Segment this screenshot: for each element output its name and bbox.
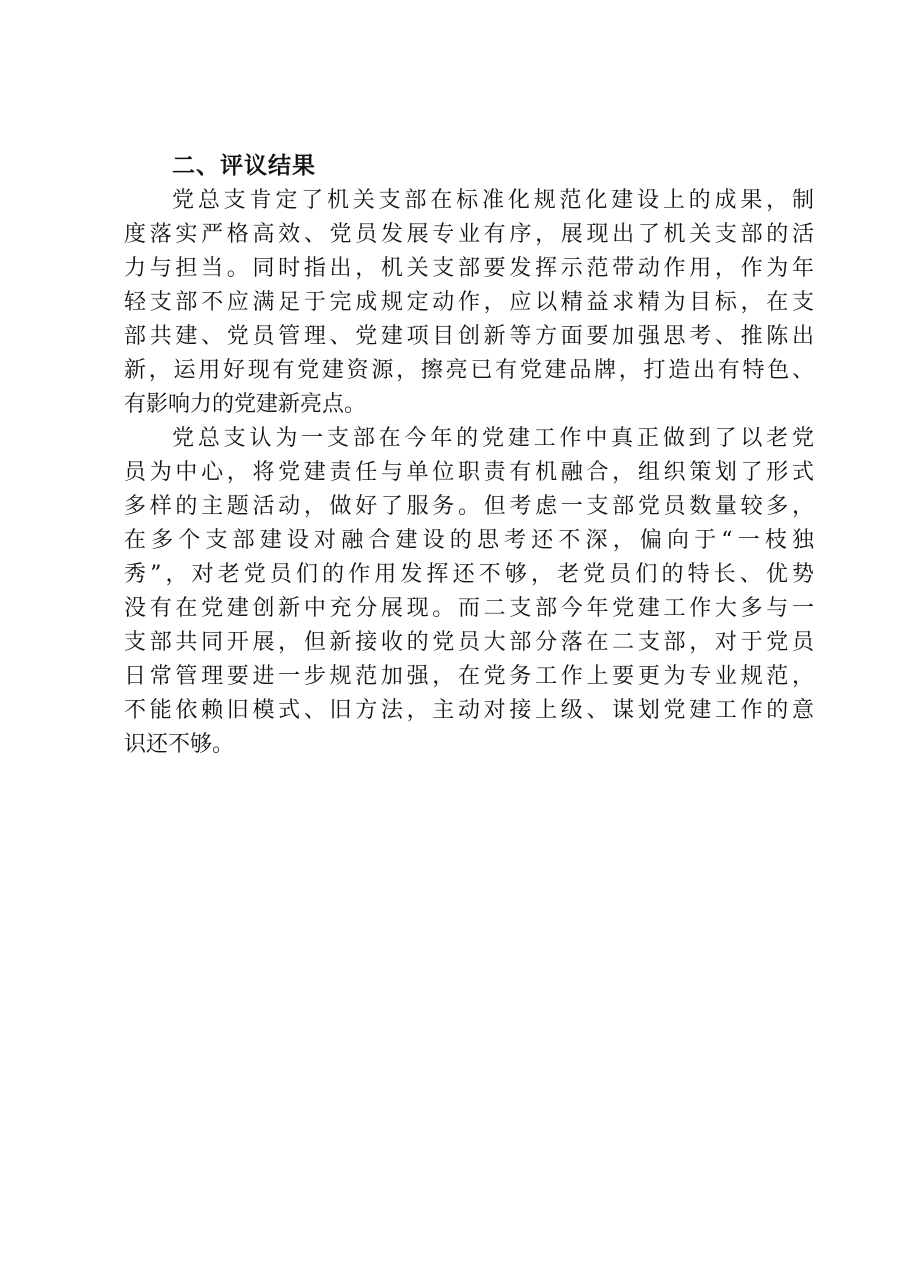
paragraph-line: 没有在党建创新中充分展现。而二支部今年党建工作大多与一 (124, 596, 814, 621)
paragraph-1 (124, 184, 814, 422)
paragraph-line: 新，运用好现有党建资源，擦亮已有党建品牌，打造出有特色、 (124, 358, 814, 383)
paragraph-line: 识还不够。 (124, 732, 235, 757)
paragraph-line: 支部共同开展，但新接收的党员大部分落在二支部，对于党员 (124, 630, 814, 655)
paragraph-line: 在多个支部建设对融合建设的思考还不深，偏向于“一枝独 (124, 528, 814, 553)
paragraph-line: 部共建、党员管理、党建项目创新等方面要加强思考、推陈出 (124, 324, 814, 349)
paragraph-line: 不能依赖旧模式、旧方法，主动对接上级、谋划党建工作的意 (124, 698, 814, 723)
paragraph-line: 有影响力的党建新亮点。 (124, 392, 367, 417)
paragraph-2 (124, 422, 814, 762)
paragraph-line: 力与担当。同时指出，机关支部要发挥示范带动作用，作为年 (124, 256, 814, 281)
paragraph-line: 党总支认为一支部在今年的党建工作中真正做到了以老党 (172, 426, 814, 451)
paragraph-line: 日常管理要进一步规范加强，在党务工作上要更为专业规范， (124, 664, 814, 689)
paragraph-line: 多样的主题活动，做好了服务。但考虑一支部党员数量较多， (124, 494, 814, 519)
paragraph-line: 秀”，对老党员们的作用发挥还不够，老党员们的特长、优势 (124, 562, 814, 587)
paragraph-line: 员为中心，将党建责任与单位职责有机融合，组织策划了形式 (124, 460, 814, 485)
paragraph-line: 党总支肯定了机关支部在标准化规范化建设上的成果，制 (172, 188, 814, 213)
paragraph-line: 度落实严格高效、党员发展专业有序，展现出了机关支部的活 (124, 222, 814, 247)
document-body (124, 148, 814, 762)
paragraph-line: 轻支部不应满足于完成规定动作，应以精益求精为目标，在支 (124, 290, 814, 315)
section-heading: 二、评议结果 (172, 153, 316, 179)
